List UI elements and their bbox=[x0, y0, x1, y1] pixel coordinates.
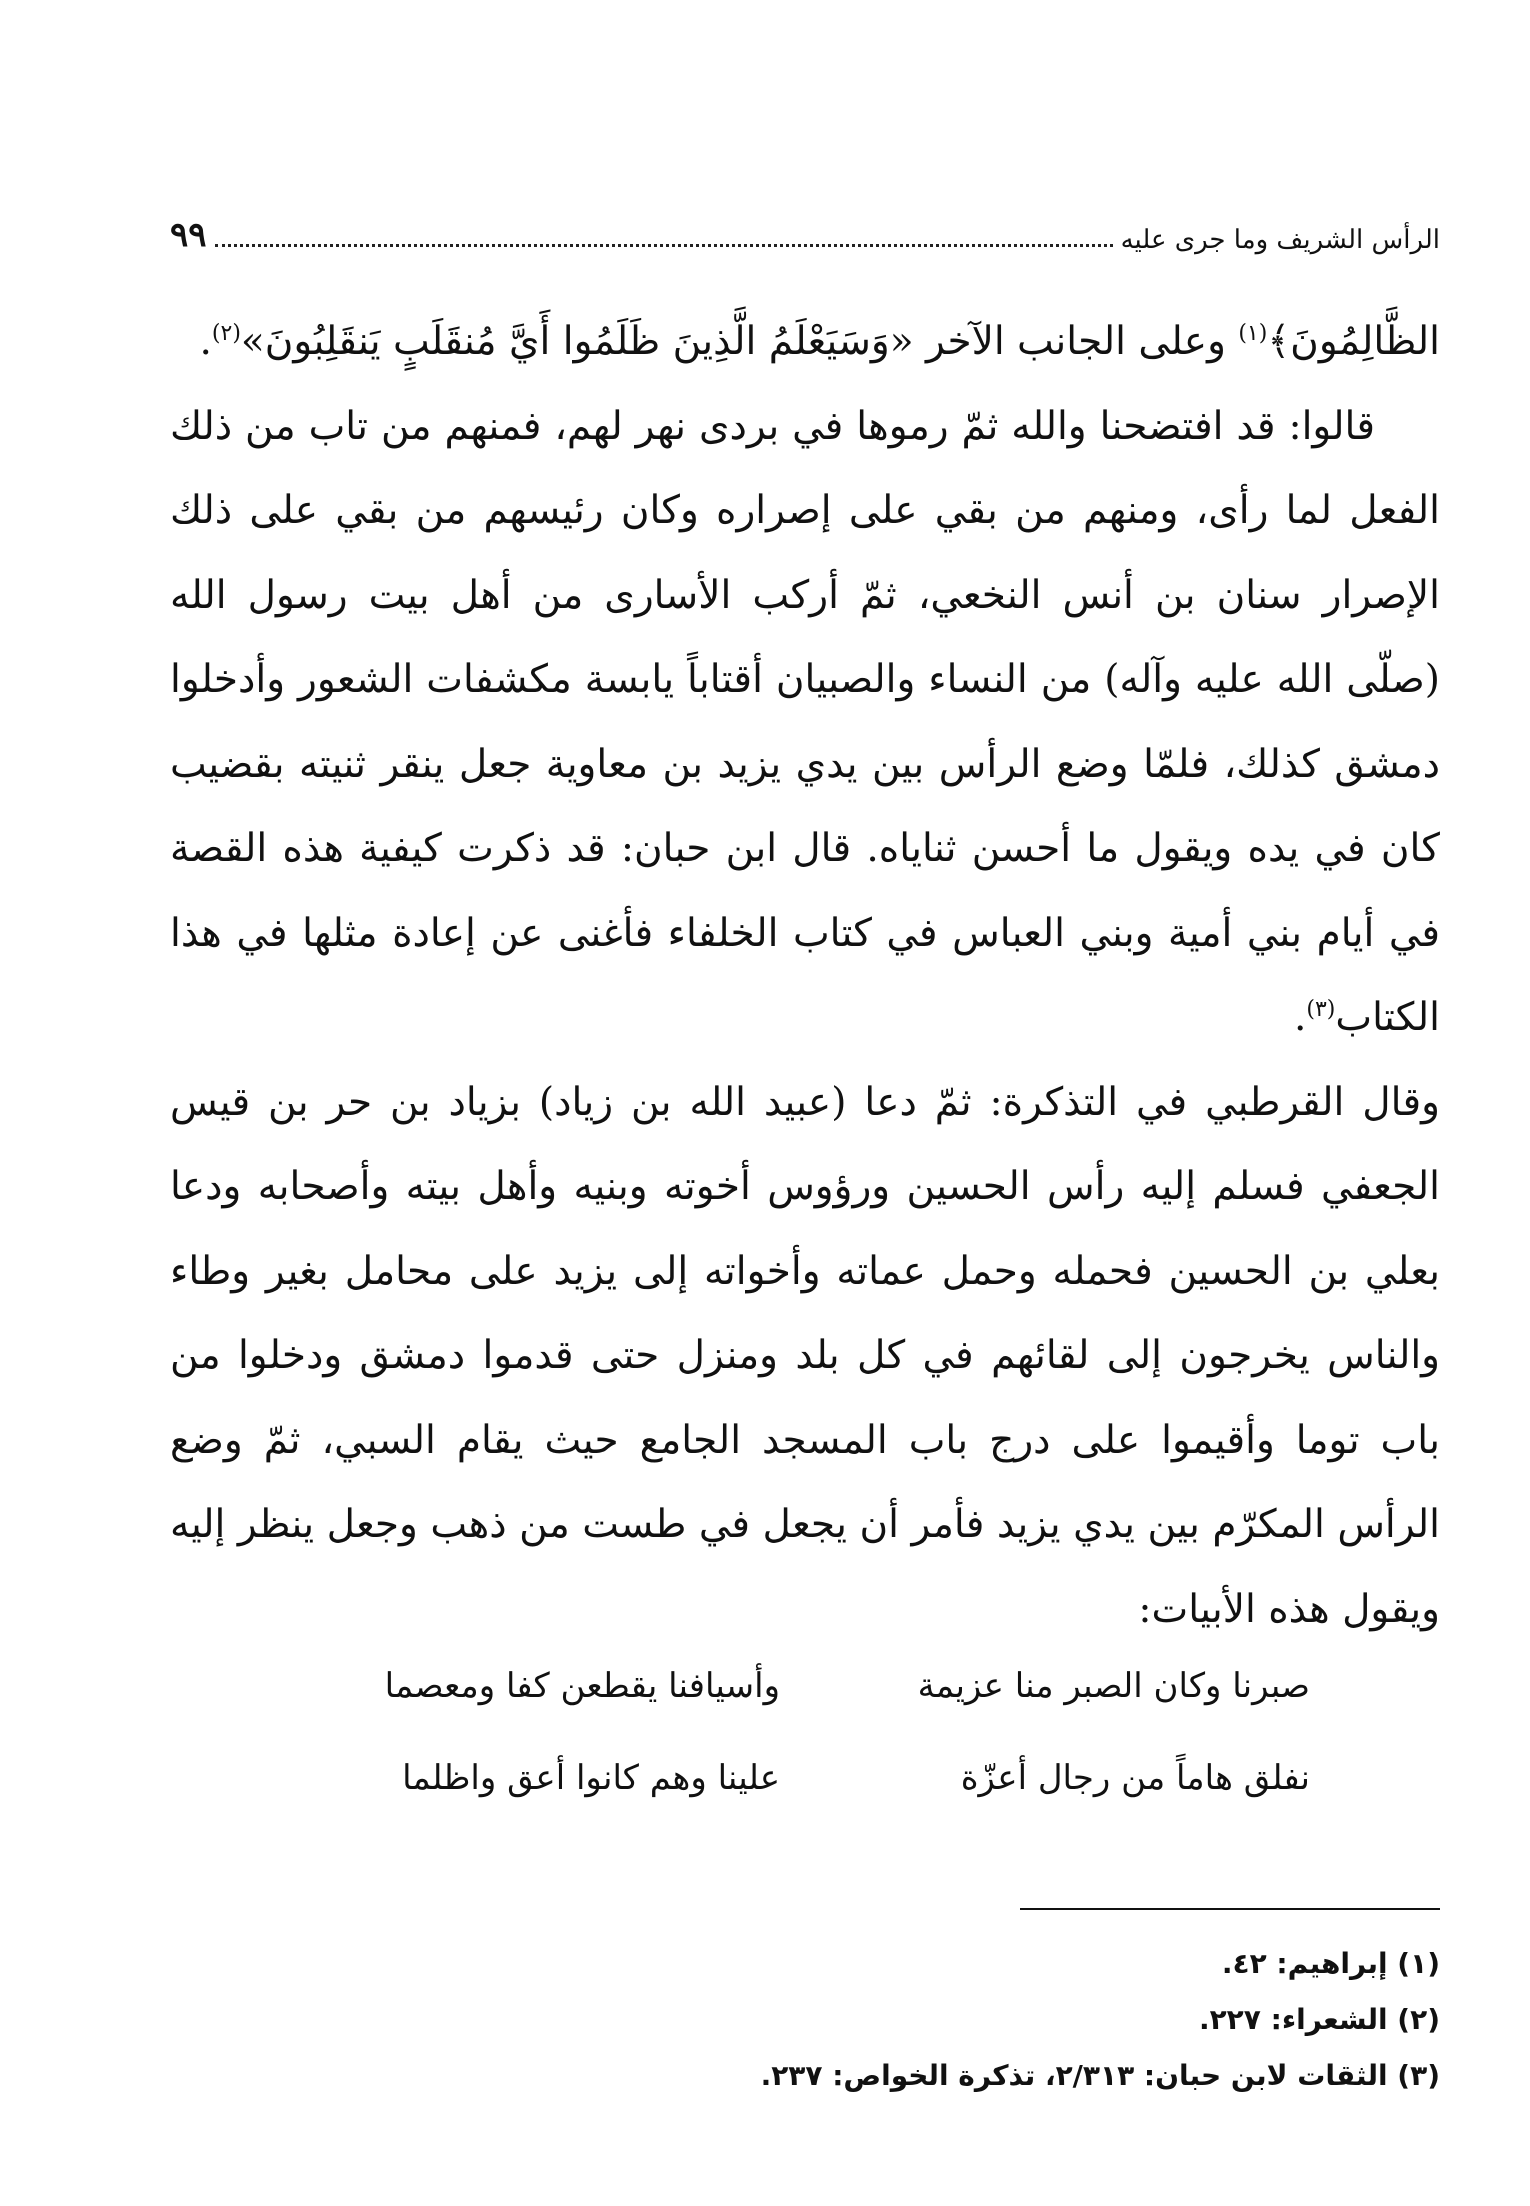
paragraph-text: قالوا: قد افتضحنا والله ثمّ رموها في بردى نهر لهم، فمنهم من تاب من ذلك الفعل لما رأى، ومنهم من بقي على إصراره وكان رئيسهم من بقي على ذلك الإصرار سنان بن أنس النخعي، ثمّ أركب الأسارى من أهل بيت رسول الله (صلّى الله عليه وآله) من النساء والصبيان أقتاباً يابسة مكشفات الشعور وأدخلوا دمشق كذلك، فلمّا وضع الرأس بين يدي يزيد بن معاوية جعل ينقر ثنيته بقضيب كان في يده ويقول ما أحسن ثناياه. قال ابن حبان: قد ذكرت كيفية هذه القصة في أيام بني أمية وبني العباس في كتاب الخلفاء فأغنى عن إعادة مثلها في هذا الكتاب bbox=[170, 403, 1440, 1040]
running-title: الرأس الشريف وما جرى عليه bbox=[1120, 225, 1440, 255]
paragraph-qurtubi: وقال القرطبي في التذكرة: ثمّ دعا (عبيد الله بن زياد) بزياد بن حر بن قيس الجعفي فسلم إليه رأس الحسين ورؤوس أخوته وبنيه وأهل بيته وأصحابه ودعا بعلي بن الحسين فحمله وحمل عماته وأخواته إلى يزيد على محامل بغير وطاء والناس يخرجون إلى لقائهم في كل بلد ومنزل حتى قدموا دمشق ودخلوا من باب توما وأقيموا على درج باب المسجد الجامع حيث يقام السبي، ثمّ وضع الرأس المكرّم بين يدي يزيد فأمر أن يجعل في طست من ذهب وجعل ينظر إليه ويقول هذه الأبيات: bbox=[170, 1079, 1440, 1632]
page-header bbox=[170, 205, 1440, 255]
footnote-ref-1: (١) bbox=[1238, 321, 1268, 346]
verse-first-hemistich: صبرنا وكان الصبر منا عزيمة bbox=[917, 1666, 1310, 1706]
footnote-3: (٣) الثقات لابن حبان: ٢/٣١٣، تذكرة الخواص: ٢٣٧. bbox=[760, 2059, 1440, 2092]
poem-verse bbox=[170, 1640, 1440, 1732]
page-number: ٩٩ bbox=[170, 215, 207, 255]
footnote-1: (١) إبراهيم: ٤٢. bbox=[1221, 1947, 1440, 1980]
quran-verse-quote: وعلى الجانب الآخر «وَسَيَعْلَمُ الَّذِينَ ظَلَمُوا أَيَّ مُنقَلَبٍ يَنقَلِبُونَ» bbox=[240, 319, 1239, 364]
footnotes bbox=[170, 1936, 1440, 2104]
verse-first-hemistich: نفلق هاماً من رجال أعزّة bbox=[960, 1758, 1310, 1798]
body-text bbox=[170, 300, 1440, 1652]
footnote-ref-3: (٣) bbox=[1306, 997, 1336, 1022]
verse-second-hemistich: علينا وهم كانوا أعق واظلما bbox=[402, 1758, 780, 1798]
poem bbox=[170, 1640, 1440, 1824]
verse-second-hemistich: وأسيافنا يقطعن كفا ومعصما bbox=[384, 1666, 780, 1706]
footnote-2: (٢) الشعراء: ٢٢٧. bbox=[1198, 2003, 1440, 2036]
punctuation: . bbox=[1293, 995, 1307, 1040]
header-dot-leader bbox=[215, 244, 1113, 247]
paragraph-quran-quote bbox=[170, 300, 1440, 385]
punctuation: . bbox=[199, 319, 212, 364]
quran-verse-end: الظَّالِمُونَ﴾ bbox=[1267, 319, 1440, 364]
footnote-ref-2: (٢) bbox=[211, 321, 241, 346]
footnote-separator bbox=[1020, 1908, 1440, 1910]
paragraph-ibn-hibban bbox=[170, 385, 1440, 1061]
poem-verse bbox=[170, 1732, 1440, 1824]
